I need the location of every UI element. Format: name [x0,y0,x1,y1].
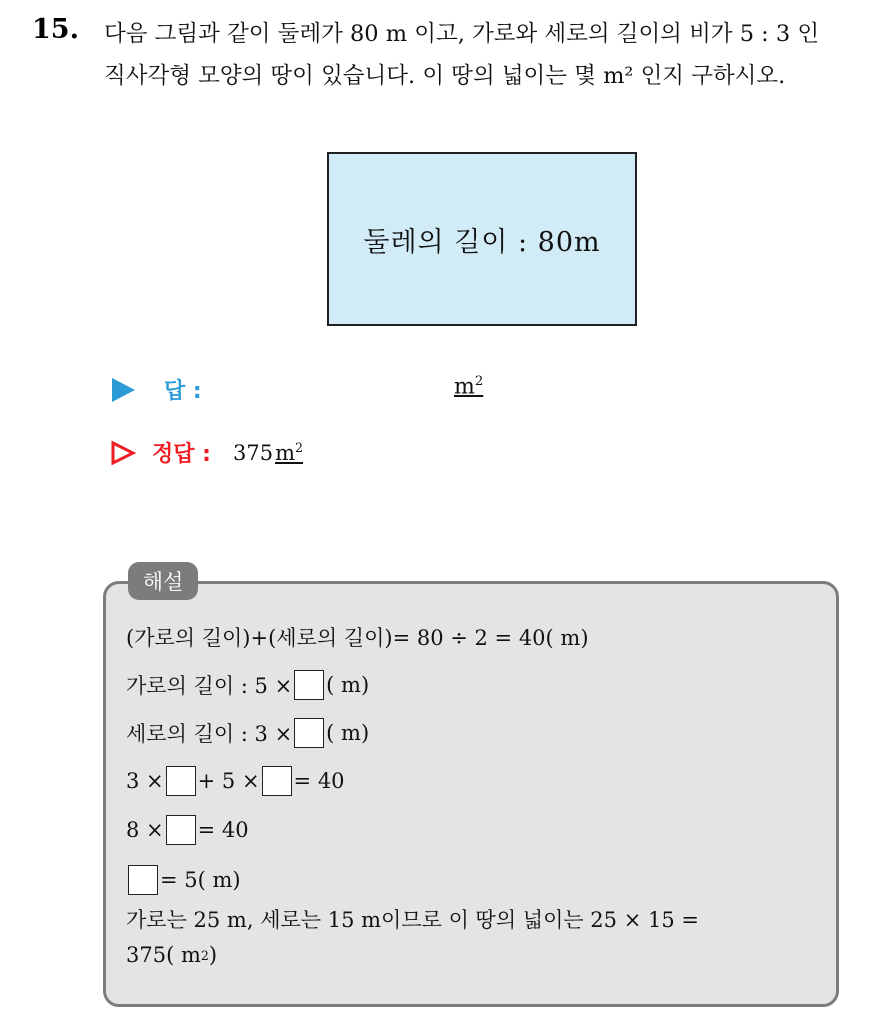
rectangle-figure [327,152,637,326]
answer-row [110,374,202,405]
solution-line-4-part-b: + 5 × [197,769,260,793]
solution-line-5-part-a: 8 × [126,818,164,842]
question-number: 15. [32,14,79,45]
correct-value-number: 375 [232,441,274,465]
solution-line-5-part-b: = 40 [197,818,249,842]
solution-line-1: (가로의 길이)+(세로의 길이)= 80 ÷ 2 = 40( m) [126,626,589,650]
answer-unit-text: m [454,374,475,400]
blank-box [128,865,158,895]
solution-line-3-text: 세로의 길이 : 3 × [126,722,293,746]
solution-line-3 [126,718,369,748]
solution-line-4-part-a: 3 × [126,769,164,793]
solution-line-8 [126,943,217,967]
solution-line-8-exponent: 2 [200,947,209,963]
correct-value-unit [275,441,303,465]
question-text-line-1: 다음 그림과 같이 둘레가 80 m 이고, 가로와 세로의 길이의 비가 5 : 3 인 [104,21,820,47]
blank-box [294,718,324,748]
solution-line-2-unit: ( m) [326,673,370,697]
outline-arrow-icon [110,440,136,466]
correct-unit-text: m [275,441,295,465]
solution-line-8-text: 375( m [126,943,201,967]
blank-box [294,670,324,700]
solution-line-7: 가로는 25 m, 세로는 15 m이므로 이 땅의 넓이는 25 × 15 = [126,908,699,932]
blank-box [166,815,196,845]
play-arrow-icon [110,377,136,403]
solution-line-4 [126,766,345,796]
correct-answer-row [110,437,303,468]
solution-line-5 [126,815,249,845]
question-text-line-2: 직사각형 모양의 땅이 있습니다. 이 땅의 넓이는 몇 m² 인지 구하시오. [104,63,786,89]
correct-answer-label: 정답 : [152,442,211,467]
blank-box [262,766,292,796]
blank-box [166,766,196,796]
solution-line-6 [126,865,241,895]
solution-line-4-part-c: = 40 [293,769,345,793]
answer-unit-exponent: 2 [474,374,484,389]
solution-line-3-unit: ( m) [326,721,370,745]
solution-line-2-text: 가로의 길이 : 5 × [126,674,293,698]
solution-line-2 [126,670,369,700]
figure-label: 둘레의 길이 : 80m [363,226,601,258]
solution-line-6-part-b: = 5( m) [160,868,241,892]
solution-tag: 해설 [128,562,198,600]
correct-answer-value [233,440,303,465]
answer-label: 답 : [164,379,202,404]
correct-unit-exponent: 2 [294,440,303,455]
answer-unit [454,374,483,399]
solution-line-8-close: ) [208,943,218,967]
